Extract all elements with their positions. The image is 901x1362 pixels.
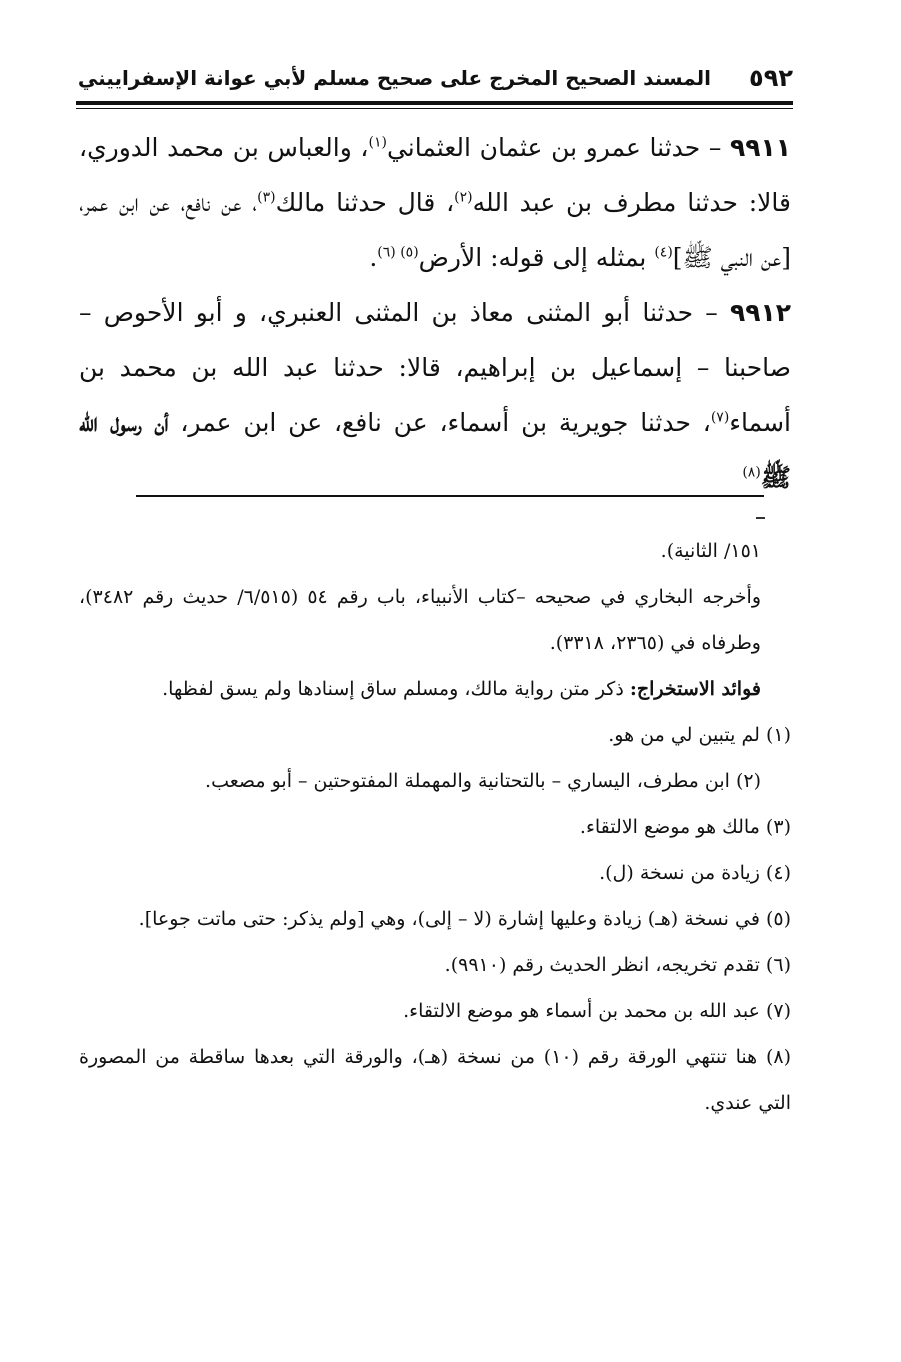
footnote-1: (١) لم يتبين لي من هو. <box>608 724 791 746</box>
footnote-takhrij: وأخرجه البخاري في صحيحه –كتاب الأنبياء، باب رقم ٥٤ (٦/٥١٥/ حديث رقم ٣٤٨٢)، وطرفاه في (٢٣٦٥، ٣٣١٨). <box>79 586 762 654</box>
hadith-9911 <box>79 120 791 285</box>
header-rule-thin <box>76 108 793 109</box>
book-title: المسند الصحيح المخرج على صحيح مسلم لأبي عوانة الإسفراييني <box>77 66 711 90</box>
hadith-text: ، عن نافع، عن ابن عمر، [عن النبي ﷺ] <box>79 188 791 272</box>
footnote-8: (٨) هنا تنتهي الورقة رقم (١٠) من نسخة (هـ)، والورقة التي بعدها ساقطة من المصورة التي عندي. <box>79 1046 791 1114</box>
footnote-ref: (٤) <box>654 244 673 261</box>
footnote-continuation: ١٥١/ الثانية). <box>660 540 761 562</box>
fawaid-text: ذكر متن رواية مالك، ومسلم ساق إسنادها ولم يسق لفظها. <box>162 678 630 700</box>
hadith-text: بمثله إلى قوله: الأرض <box>418 243 655 272</box>
footnote-7: (٧) عبد الله بن محمد بن أسماء هو موضع الالتقاء. <box>403 1000 791 1022</box>
footnote-ref: (١) <box>368 134 387 151</box>
footnote-ref: (٥) (٦) <box>377 244 419 261</box>
running-header <box>76 64 793 98</box>
hadith-bold-text: أن رسول الله ﷺ <box>79 408 791 492</box>
footnote-5: (٥) في نسخة (هـ) زيادة وعليها إشارة (لا – إلى)، وهي [ولم يذكر: حتى ماتت جوعا]. <box>138 908 791 930</box>
main-text <box>79 120 791 505</box>
hadith-number: ٩٩١١ <box>729 133 792 162</box>
fawaid-label: فوائد الاستخراج: <box>629 678 761 700</box>
hadith-text: ، حدثنا جويرية بن أسماء، عن نافع، عن ابن عمر، <box>168 408 711 437</box>
footnote-separator <box>136 495 764 497</box>
footnote-6: (٦) تقدم تخريجه، انظر الحديث رقم (٩٩١٠). <box>444 954 791 976</box>
footnote-ref: (٢) <box>454 189 473 206</box>
footnote-ref: (٨) <box>742 464 761 481</box>
hadith-9912 <box>79 285 791 505</box>
footnote-2: (٢) ابن مطرف، اليساري – بالتحتانية والمهملة المفتوحتين – أبو مصعب. <box>205 770 761 792</box>
hadith-number: ٩٩١٢ <box>729 298 791 327</box>
footnote-3: (٣) مالك هو موضع الالتقاء. <box>579 816 791 838</box>
hadith-text: – حدثنا أبو المثنى معاذ بن المثنى العنبري، و أبو الأحوص – صاحبنا – إسماعيل بن إبراهيم، قالا: حدثنا عبد الله بن محمد بن أسماء <box>79 298 791 437</box>
page-number: ٥٩٢ <box>749 64 793 92</box>
footnote-fawaid <box>79 666 791 712</box>
hadith-text: – حدثنا عمرو بن عثمان العثماني <box>386 133 730 162</box>
hadith-text: ، والعباس بن محمد الدوري، قالا: حدثنا مطرف بن عبد الله <box>79 133 791 217</box>
footnote-separator-mark <box>756 517 765 519</box>
header-rule-thick <box>76 101 793 105</box>
footnote-ref: (٧) <box>710 409 730 426</box>
hadith-text: ، قال حدثنا مالك <box>275 188 455 217</box>
footnotes <box>79 528 791 1126</box>
hadith-text: . <box>369 243 378 272</box>
footnote-4: (٤) زيادة من نسخة (ل). <box>599 862 791 884</box>
footnote-ref: (٣) <box>257 189 276 206</box>
